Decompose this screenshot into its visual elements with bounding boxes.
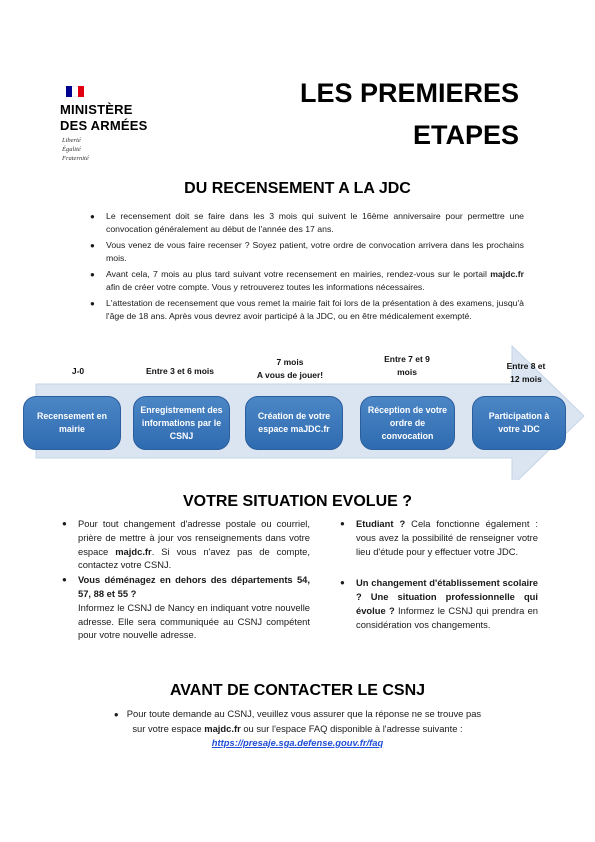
bullet-icon: ● [90, 299, 95, 308]
bullet-icon: ● [62, 519, 67, 528]
list-item: ● Etudiant ? Cela fonctionne également : vous avez la possibilité de renseigner votre lieu d'étude pour y effectuer votre JDC. [340, 518, 539, 557]
page-title-line2: ETAPES [412, 120, 519, 150]
situation-right-list [338, 517, 538, 633]
faq-link[interactable]: https://presaje.sga.defense.gouv.fr/faq [211, 737, 384, 748]
majdc-site-name: majdc.fr [490, 269, 524, 279]
timeline-label-7-9: Entre 7 et 9 [384, 354, 430, 364]
step-creation-espace: Création de votre espace maJDC.fr [245, 396, 343, 450]
list-item: ● Vous venez de vous faire recenser ? Soyez patient, votre ordre de convocation arrivera dans les prochains mois. [90, 240, 524, 263]
step-enregistrement: Enregistrement des informations par le CSNJ [133, 396, 230, 450]
bullet-icon: ● [340, 519, 345, 528]
majdc-site-name: majdc.fr [204, 723, 241, 734]
timeline-label-7-mois: 7 mois [276, 357, 304, 367]
recensement-bullet-list [88, 210, 524, 326]
majdc-site-name: majdc.fr [115, 545, 152, 557]
list-item: ● Le recensement doit se faire dans les 3 mois qui suivent le 16ème anniversaire pour permettre une convocation généralement au début de l'année des 17 ans. [90, 211, 524, 234]
motto-egalite: Égalité [62, 146, 81, 153]
bullet-icon: ● [90, 270, 95, 279]
list-item: ● Avant cela, 7 mois au plus tard suivant votre recensement en mairies, rendez-vous sur le portail majdc.fr afin de créer votre compte. Vous y retrouverez toutes les informations nécessaires. [90, 269, 524, 292]
timeline-label-3-6-mois: Entre 3 et 6 mois [145, 366, 215, 376]
list-item: ● Vous déménagez en dehors des départements 54, 57, 88 et 55 ? Informez le CSNJ de Nancy en indiquant votre nouvelle adresse. Elle sera communiquée au CSNJ compétent pour votre nouvelle adresse. [62, 574, 310, 641]
section-heading-recensement: DU RECENSEMENT A LA JDC [184, 180, 411, 197]
bullet-icon: ● [340, 578, 345, 588]
situation-left-list [60, 517, 310, 643]
timeline-label-a-vous: A vous de jouer! [256, 370, 324, 380]
bullet-icon: ● [113, 710, 119, 719]
list-item: ● Un changement d'établissement scolaire ? Une situation professionnelle qui évolue ? Informez le CSNJ qui prendra en considération vos changements. [340, 577, 539, 630]
bullet-icon: ● [90, 241, 95, 250]
motto-fraternite: Fraternité [62, 155, 89, 162]
contact-paragraph: ● Pour toute demande au CSNJ, veuillez vous assurer que la réponse ne se trouve pas sur votre espace majdc.fr ou sur l'espace FAQ disponible à l'adresse suivante : https://presaje.sga.defense.gouv.fr/faq [113, 708, 482, 748]
step-recensement: Recensement en mairie [23, 396, 121, 450]
timeline-label-12-mois: 12 mois [510, 374, 542, 384]
step-participation-jdc: Participation à votre JDC [472, 396, 566, 450]
page-title-line1: LES PREMIERES [299, 78, 519, 108]
timeline-label-8: Entre 8 et [506, 361, 546, 371]
republic-flag-icon [66, 86, 84, 97]
ministry-name-line2: DES ARMÉES [60, 118, 148, 133]
section-heading-situation: VOTRE SITUATION EVOLUE ? [182, 493, 413, 510]
list-item: ● L'attestation de recensement que vous remet la mairie fait foi lors de la présentation à des examens, jusqu'à l'âge de 18 ans. Après vous devrez avoir participé à la JDC, ou en être médicalement exempté. [90, 298, 524, 321]
list-item: ● Pour tout changement d'adresse postale ou courriel, prière de mettre à jour vos renseignements dans votre espace majdc.fr. Si vous n'avez pas de compte, contactez votre CSNJ. [62, 518, 310, 571]
bullet-icon: ● [62, 575, 67, 585]
ministry-name-line1: MINISTÈRE [60, 102, 133, 117]
step-reception-convocation: Réception de votre ordre de convocation [360, 396, 455, 450]
section-heading-contact: AVANT DE CONTACTER LE CSNJ [169, 682, 426, 699]
bullet-icon: ● [90, 212, 95, 221]
timeline-label-j0: J-0 [71, 366, 85, 376]
timeline-label-mois: mois [397, 367, 417, 377]
motto-liberte: Liberté [62, 137, 81, 144]
